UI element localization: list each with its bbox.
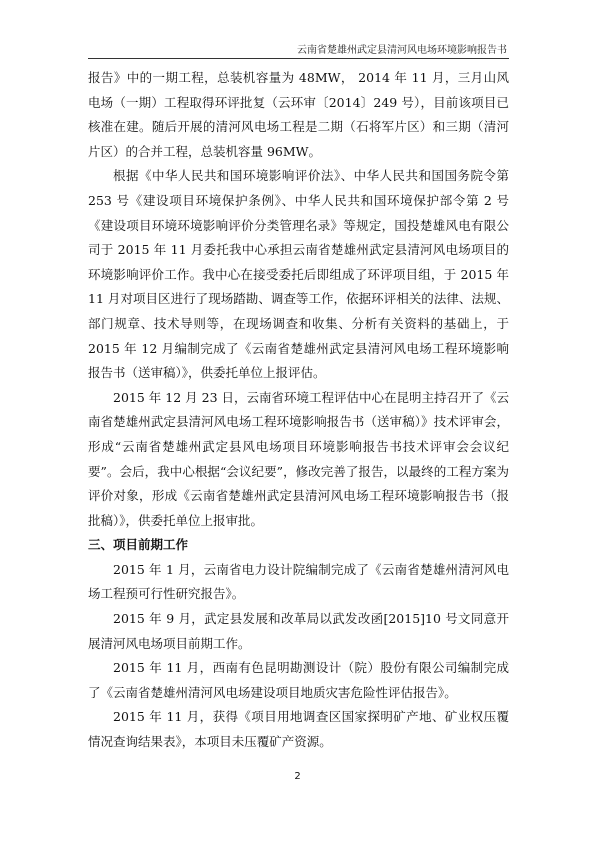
body-paragraph-commission: 根据《中华人民共和国环境影响评价法》、中华人民共和国国务院令第 253 号《建设项目环境保护条例》、中华人民共和国环境保护部令第 2 号《建设项目环境环境影响评价分类管理名录》等规定，国投楚雄风电有限公司于 2015 年 11 月委托我中心承担云南省楚雄州武定县清河风电场项目的环境影响评价工作。我中心在接受委托后即组成了环评项目组，于 2015 年 11 月对项目区进行了现场踏勘、调查等工作，依据环评相关的法律、法规、部门规章、技术导则等，在现场调查和收集、分析有关资料的基础上，于 2015 年 12 月编制完成了《云南省楚雄州武定县清河风电场工程环境影响报告书（送审稿）》，供委托单位上报评估。 bbox=[88, 168, 509, 381]
running-header: 云南省楚雄州武定县清河风电场环境影响报告书 bbox=[297, 45, 507, 56]
page-number: 2 bbox=[294, 771, 301, 782]
section-paragraph: 2015 年 11 月，获得《项目用地调查区国家探明矿产地、矿业权压覆情况查询结果表》，本项目未压覆矿产资源。 bbox=[88, 709, 509, 750]
section-paragraph: 2015 年 9 月，武定县发展和改革局以武发改函[2015]10 号文同意开展清河风电场项目前期工作。 bbox=[88, 611, 509, 651]
section-paragraph: 2015 年 1 月，云南省电力设计院编制完成了《云南省楚雄州清河风电场工程预可行性研究报告》。 bbox=[88, 561, 509, 602]
body-paragraph-continuation: 报告》中的一期工程，总装机容量为 48MW， 2014 年 11 月，三月山风电场（一期）工程取得环评批复（云环审〔2014〕249 号），目前该项目已核准在建。随后开展的清河风电场工程是二期（石将军片区）和三期（清河片区）的合并工程，总装机容量 96MW。 bbox=[88, 70, 509, 159]
body-paragraph-review: 2015 年 12 月 23 日，云南省环境工程评估中心在昆明主持召开了《云南省楚雄州武定县清河风电场工程环境影响报告书（送审稿）》技术评审会，形成“云南省楚雄州武定县风电场项目环境影响报告书技术评审会会议纪要”。会后，我中心根据“会议纪要”，修改完善了报告，以最终的工程方案为评价对象，形成《云南省楚雄州武定县清河风电场工程环境影响报告书（报批稿）》，供委托单位上报审批。 bbox=[88, 389, 509, 528]
document-body bbox=[88, 66, 509, 755]
header-rule bbox=[88, 58, 509, 59]
section-heading: 三、项目前期工作 bbox=[88, 537, 189, 553]
section-paragraph: 2015 年 11 月，西南有色昆明勘测设计（院）股份有限公司编制完成了《云南省楚雄州清河风电场建设项目地质灾害危险性评估报告》。 bbox=[88, 660, 509, 700]
